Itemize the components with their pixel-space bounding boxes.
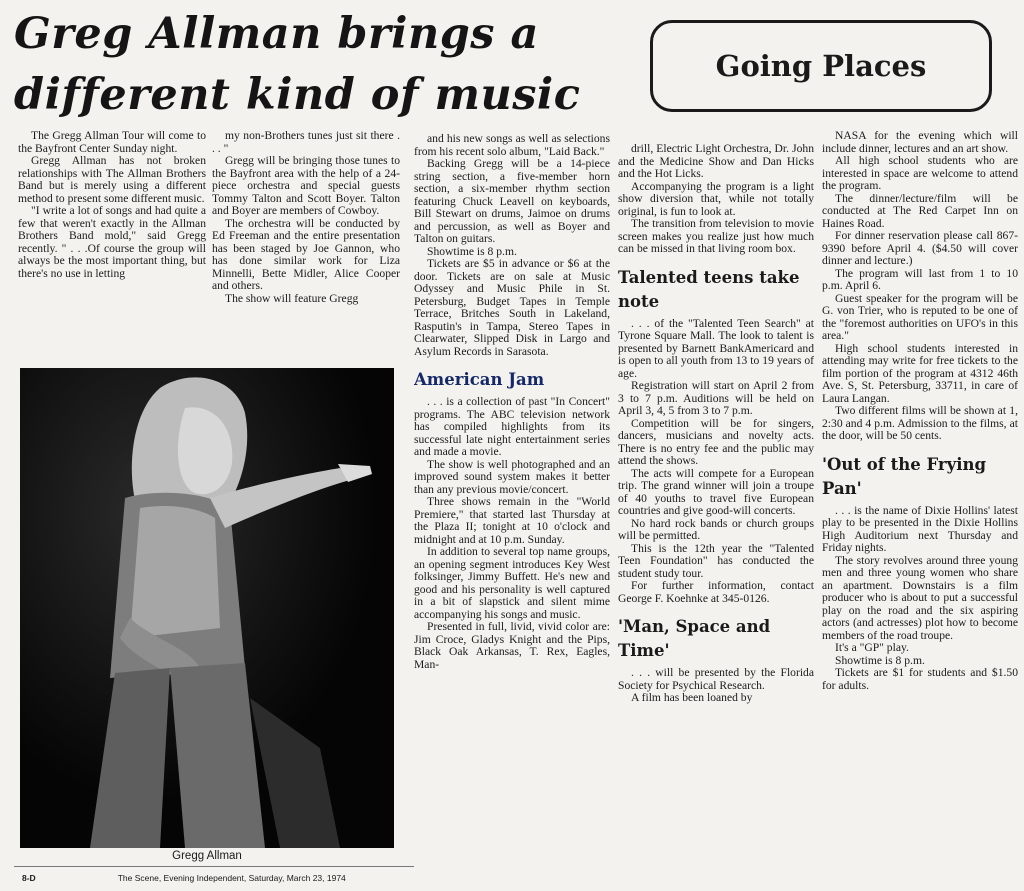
paragraph: Showtime is 8 p.m. [427,244,517,258]
paragraph: The story revolves around three young men and three young women who share an apartment. Downstairs is a film producer who is about to put a successful play on the road and the six aspiring actors (and actresses) plot how to become members of the road troupe. [822,553,1018,642]
paragraph: For dinner reservation please call 867-9390 before April 4. ($4.50 will cover dinner and lecture.) [822,229,1018,267]
paragraph: Tickets are $1 for students and $1.50 for adults. [822,666,1018,692]
paragraph: The show is well photographed and an improved sound system makes it better than any previous movie/concert. [414,457,610,496]
paragraph: Tickets are $5 in advance or $6 at the door. Tickets are on sale at Music Odyssey and Music Phile in St. Petersburg, Budget Tapes in Temple Terrace, Britches South in Lakeland, Rasputin's in Tampa, Stereo Tapes in Clearwater, Slipped Disk in Largo and Asylum Records in Sarasota. [414,257,610,358]
headline-line-2: different kind of music [14,70,581,120]
paragraph: . . . will be presented by the Florida Society for Psychical Research. [618,666,814,692]
article-column-3 [414,133,610,873]
subhead-talented-teens: Talented teens take note [618,267,800,311]
performer-silhouette [20,368,394,848]
article-column-2 [212,130,400,350]
paragraph: Gregg will be bringing those tunes to the Bayfront area with the help of a 24-piece orchestra and special guests Tommy Talton and Scott Boyer. Talton and Boyer are members of Cowboy. [212,154,400,217]
paragraph: Two different films will be shown at 1, 2:30 and 4 p.m. Admission to the films, at the door, will be 50 cents. [822,404,1018,442]
paragraph: All high school students who are interested in space are welcome to attend the program. [822,154,1018,192]
paragraph: No hard rock bands or church groups will be permitted. [618,516,814,542]
paragraph: "I write a lot of songs and had quite a few that weren't exactly in the Allman Brothers Band mold," said Gregg recently. " . . .Of course the group will always be the most important thing, but there's no use in letting [18,204,206,280]
paragraph: . . . is the name of Dixie Hollins' latest play to be presented in the Dixie Hollins High Auditorium next Thursday and Friday nights. [822,503,1018,554]
masthead-line: The Scene, Evening Independent, Saturday, March 23, 1974 [117,873,346,883]
paragraph: drill, Electric Light Orchestra, Dr. John and the Medicine Show and Dan Hicks and the Hot Licks. [618,143,814,180]
paragraph: The Gregg Allman Tour will come to the Bayfront Center Sunday night. [18,130,206,155]
section-label-box [650,20,992,112]
paragraph: . . . is a collection of past "In Concert" programs. The ABC television network has compiled highlights from its successful late night entertainment series and made a movie. [414,395,610,458]
paragraph: Accompanying the program is a light show diversion that, while not totally original, is fun to look at. [618,179,814,218]
page-footer [22,873,522,883]
subhead-american-jam: American Jam [414,370,545,389]
headline [14,4,634,126]
paragraph: Registration will start on April 2 from 3 to 7 p.m. Auditions will be held on April 3, 4, 5 from 3 to 7 p.m. [618,379,814,417]
headline-line-1: Greg Allman brings a [14,9,539,59]
paragraph: Showtime is 8 p.m. [835,653,925,667]
concert-photo [20,368,394,848]
photo-caption: Gregg Allman [172,850,242,862]
paragraph: The acts will compete for a European trip. The grand winner will join a troupe of 40 youths to travel five European countries and give good-will concerts. [618,466,814,517]
paragraph: and his new songs as well as selections from his recent solo album, "Laid Back." [414,133,610,158]
page-number: 8-D [22,873,36,883]
paragraph: The show will feature Gregg [225,291,359,305]
paragraph: This is the 12th year the "Talented Teen Foundation" has conducted the student study tour. [618,541,814,580]
paragraph: my non-Brothers tunes just sit there . . . " [212,130,400,155]
paragraph: The transition from television to movie screen makes you realize just how much can be missed in that living room box. [618,217,814,255]
subhead-frying-pan: 'Out of the Frying Pan' [822,454,987,498]
paragraph: Guest speaker for the program will be G. von Trier, who is reputed to be one of the "foremost authorities on UFO's in this area." [822,291,1018,342]
paragraph: The orchestra will be conducted by Ed Freeman and the entire presentation has been staged by Joe Gannon, who has done similar work for Liza Minnelli, Bette Midler, Alice Cooper and others. [212,216,400,292]
paragraph: Competition will be for singers, dancers, musicians and novelty acts. There is no entry fee and the public may attend the shows. [618,416,814,467]
paragraph: NASA for the evening which will include dinner, lectures and an art show. [822,130,1018,155]
paragraph: Three shows remain in the "World Premiere," that started last Thursday at the Plaza II; tonight at 10 o'clock and midnight and at 10 p.m. Sunday. [414,495,610,546]
article-column-5 [822,130,1018,875]
paragraph: . . . of the "Talented Teen Search" at Tyrone Square Mall. The look to talent is presented by Barnett BankAmericard and is open to all youth from 13 to 19 years of age. [618,316,814,380]
article-column-1 [18,130,206,350]
subhead-man-space-time: 'Man, Space and Time' [618,617,771,660]
paragraph: For further information, contact George F. Koehnke at 345-0126. [618,579,814,605]
paragraph: High school students interested in attending may write for free tickets to the film portion of the program at 4312 46th Ave. S, St. Petersburg, 33711, in care of Laura Langan. [822,341,1018,405]
article-column-4 [618,143,814,873]
paragraph: In addition to several top name groups, an opening segment introduces Key West folksinger, Jimmy Buffett. He's new and good and his personality is well captured in a bit of slapstick and silent mime accompanying his songs and music. [414,545,610,621]
paragraph: Presented in full, livid, vivid color are: Jim Croce, Gladys Knight and the Pips, Black Oak Arkansas, T. Rex, Eagles, Man- [414,620,610,671]
paragraph: Backing Gregg will be a 14-piece string section, a five-member horn section, a six-member rhythm section featuring Chuck Leavell on keyboards, Bill Stewart on drums, Jaimoe on drums and percussion, as well as Boyer and Talton on guitars. [414,157,610,245]
paragraph: It's a "GP" play. [835,641,909,654]
paragraph: A film has been loaned by [631,691,753,704]
footer-rule [14,866,414,867]
paragraph: The dinner/lecture/film will be conducted at The Red Carpet Inn on Haines Road. [822,191,1018,230]
paragraph: Gregg Allman has not broken relationships with The Allman Brothers Band but is merely using a different method to present some different music. [18,154,206,205]
paragraph: The program will last from 1 to 10 p.m. April 6. [822,266,1018,292]
section-label: Going Places [715,49,927,83]
